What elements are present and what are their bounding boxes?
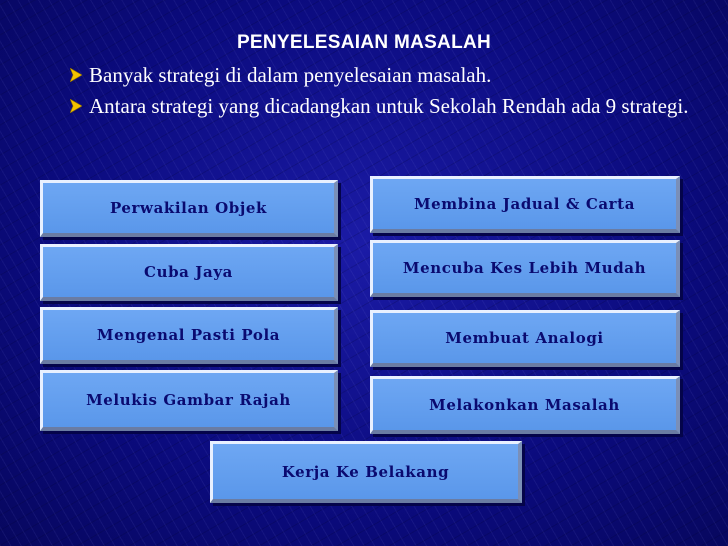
strategy-box-cuba-jaya[interactable] [40, 244, 338, 301]
strategy-label: Mencuba Kes Lebih Mudah [402, 259, 647, 277]
bullet-item [70, 60, 710, 91]
strategy-label: Kerja Ke Belakang [281, 462, 450, 481]
strategy-box-melakonkan-masalah[interactable] [370, 376, 680, 434]
arrow-bullet-icon [70, 68, 82, 82]
bullet-list [70, 60, 710, 122]
strategy-label: Melukis Gambar Rajah [86, 391, 291, 409]
bullet-text: Antara strategi yang dicadangkan untuk Sekolah Rendah ada 9 strategi. [89, 94, 689, 118]
strategy-label: Membuat Analogi [445, 329, 604, 347]
strategy-box-membina-jadual[interactable] [370, 176, 680, 233]
strategy-box-membuat-analogi[interactable] [370, 310, 680, 367]
strategy-box-mengenal-pola[interactable] [40, 307, 338, 364]
strategy-label: Cuba Jaya [144, 263, 233, 281]
strategy-box-melukis-gambar[interactable] [40, 370, 338, 431]
strategy-label: Mengenal Pasti Pola [96, 326, 281, 344]
arrow-bullet-icon [70, 99, 82, 113]
strategy-label: Melakonkan Masalah [429, 395, 620, 414]
strategy-box-kerja-ke-belakang[interactable] [210, 441, 522, 503]
bullet-text: Banyak strategi di dalam penyelesaian masalah. [89, 63, 492, 87]
slide-title: PENYELESAIAN MASALAH [236, 32, 492, 53]
strategy-label: Membina Jadual & Carta [413, 195, 636, 213]
bullet-item [70, 91, 710, 122]
strategy-box-mencuba-kes[interactable] [370, 240, 680, 297]
strategy-label: Perwakilan Objek [109, 199, 268, 217]
strategy-box-perwakilan-objek[interactable] [40, 180, 338, 237]
